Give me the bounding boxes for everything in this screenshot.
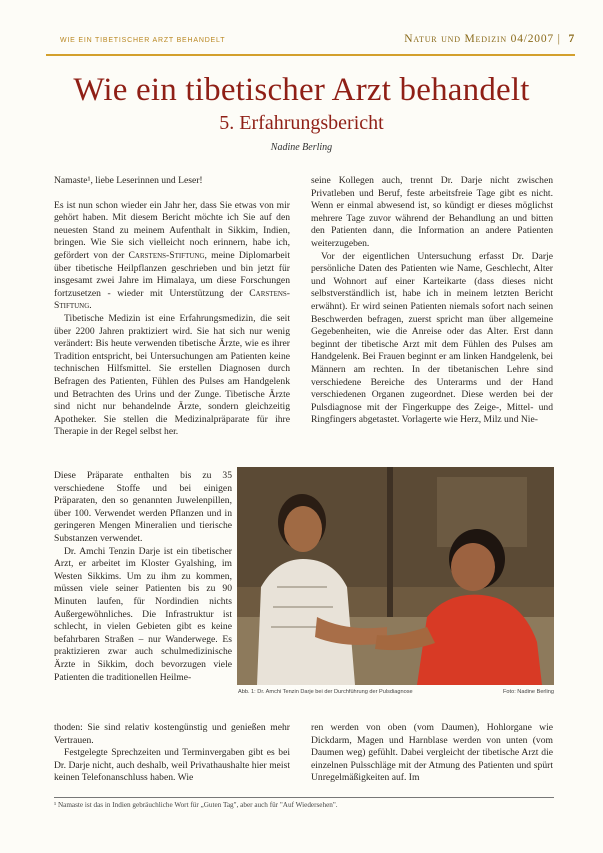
article-subtitle: 5. Erfahrungsbericht [219, 112, 384, 134]
paragraph-office-hours: Festgelegte Sprechzeiten und Terminvergaben gibt es bei Dr. Darje nicht, auch deshalb, weil Privathaushalte hier meist keinen Telefonanschluss haben. Wie [54, 747, 290, 784]
paragraph-intro-b: , meine Diplomarbeit über tibetische Heilpflanzen geschrieben und bin jetzt für insgesamt zwei Jahre im Himalaya, um diese Forschungen fortzusetzen - wieder mit Unterstützung der [54, 249, 290, 299]
paragraph-remedies: thoden: Sie sind relativ kostengünstig und genießen mehr Vertrauen. [54, 722, 290, 746]
running-header [46, 30, 575, 56]
greeting: Namaste¹, liebe Leserinnen und Leser! [54, 175, 203, 186]
organization-name: Carstens-Stiftung [128, 249, 205, 261]
figure-pulse-diagnosis [237, 467, 554, 685]
bottom-right-column [311, 722, 553, 785]
left-column [54, 175, 290, 439]
running-header-section: WIE EIN TIBETISCHER ARZT BEHANDELT [60, 37, 226, 44]
organization-name: Carstens-Stiftung [54, 287, 290, 312]
footnote: ¹ Namaste ist das in Indien gebräuchliche Wort für „Guten Tag", aber auch für "Auf Wiedersehen". [54, 801, 338, 809]
paragraph-intro [54, 200, 290, 313]
photo-illustration [237, 467, 554, 685]
paragraph-intro-c: . [89, 300, 92, 312]
paragraph-examination: Vor der eigentlichen Untersuchung erfasst Dr. Darje persönliche Daten des Patienten wie Name, Geschlecht, Alter und Wohnort auf einer Karteikarte (dass dieses nicht selbstverständlich ist, habe ich in meinem letzten Bericht erwähnt). Er wird seinen Patienten niemals sofort nach seinen Beschwerden befragen, zuerst spricht man über allgemeine Gegebenheiten, wie die Anreise oder das Alter. Erst dann beginnt der tibetische Arzt mit dem Fühlen des Pulses am Handgelenk. Bei Frauen beginnt er am linken Handgelenk, bei Männern am rechten. In der tibetanischen Lehre sind verschiedene Bereiche des Unterarms und der Hand verschiedenen Organen zugeordnet. Diese werden bei der Pulsdiagnose mit der Fingerkuppe des Zeige-, Mittel- und Ringfingers abgetastet. Vorlagerte wie Herz, Milz und Nie- [311, 250, 553, 426]
paragraph-tibetan-medicine: Tibetische Medizin ist eine Erfahrungsmedizin, die seit über 2200 Jahren praktiziert wird. Sie hat sich nur wenig verändert: Bis heute verwenden tibetische Ärzte, wie es ihrer Tradition entspricht, bei Untersuchungen am Patienten keine technischen Hilfsmittel. Sie erstellen Diagnosen durch Befragen des Patienten, Fühlen des Pulses am Handgelenk und Betrachten des Urins und der Zunge. Tibetische Ärzte sind nicht nur behandelnde Ärzte, sondern gleichzeitig Apotheker. Sie stellen die Medizinalpräparate für ihre Therapie in der Regel selbst her. [54, 312, 290, 438]
bottom-left-column [54, 722, 290, 785]
footnote-rule [54, 797, 554, 798]
running-header-journal [404, 33, 575, 45]
right-column [311, 175, 553, 427]
header-separator: | [557, 33, 561, 45]
paragraph-preparations: Diese Präparate enthalten bis zu 35 verschiedene Stoffe und bei einigen Präparaten, den so genannten Juwelenpillen, über 100. Verwendet werden Pflanzen und in geringeren Mengen Mineralien und tierische Substanzen verwendet. [54, 470, 232, 544]
photo-credit: Foto: Nadine Berling [503, 689, 554, 695]
caption-text: Abb. 1: Dr. Amchi Tenzin Darje bei der Durchführung der Pulsdiagnose [238, 689, 413, 695]
paragraph-dr-darje: Dr. Amchi Tenzin Darje ist ein tibetischer Arzt, er arbeitet im Kloster Gyalshing, im Westen Sikkims. Um zu ihm zu kommen, müssen viele seiner Patienten bis zu 90 Minuten laufen, für Nordindien nichts Außergewöhnliches. Die Infrastruktur ist schlecht, in vielen Gebieten gibt es keine befahrbaren Straßen – nur Wanderwege. Es praktizieren zwar auch schulmedizinische Ärzte in Sikkim, doch bevorzugen viele Patienten die traditionellen Heilme- [54, 545, 232, 683]
paragraph-colleagues: seine Kollegen auch, trennt Dr. Darje nicht zwischen Privatleben und Beruf, feste arbeitsfreie Tage gibt es nicht. Wenn er einmal abwesend ist, so kündigt er dieses möglichst mehrere Tage zuvor während der Behandlung an und bitten den Patienten dann, die Information an andere Patienten weiterzugeben. [311, 175, 553, 249]
paragraph-organs: ren werden von oben (vom Daumen), Hohlorgane wie Dickdarm, Magen und Harnblase werden von unten (vom Daumen weg) gefühlt. Dabei vergleicht der tibetische Arzt die einzelnen Pulsschläge mit der Atmung des Patienten und spürt Unregelmäßigkeiten auf. Im [311, 722, 553, 784]
page-number: 7 [568, 33, 575, 45]
left-narrow-column [54, 470, 232, 684]
paragraph-intro-a: Es ist nun schon wieder ein Jahr her, dass Sie etwas von mir gehört haben. Mit diesem Bericht möchte ich Sie auf den neuesten Stand zu meinem Aufenthalt in Sikkim, Indien, bringen. Wie Sie sich vielleicht noch erinnern, habe ich, gefördert von der [54, 199, 290, 261]
figure-caption [238, 689, 554, 695]
article-author: Nadine Berling [270, 142, 333, 153]
journal-issue: Natur und Medizin 04/2007 [404, 33, 554, 45]
article-title: Wie ein tibetischer Arzt behandelt [73, 72, 530, 108]
